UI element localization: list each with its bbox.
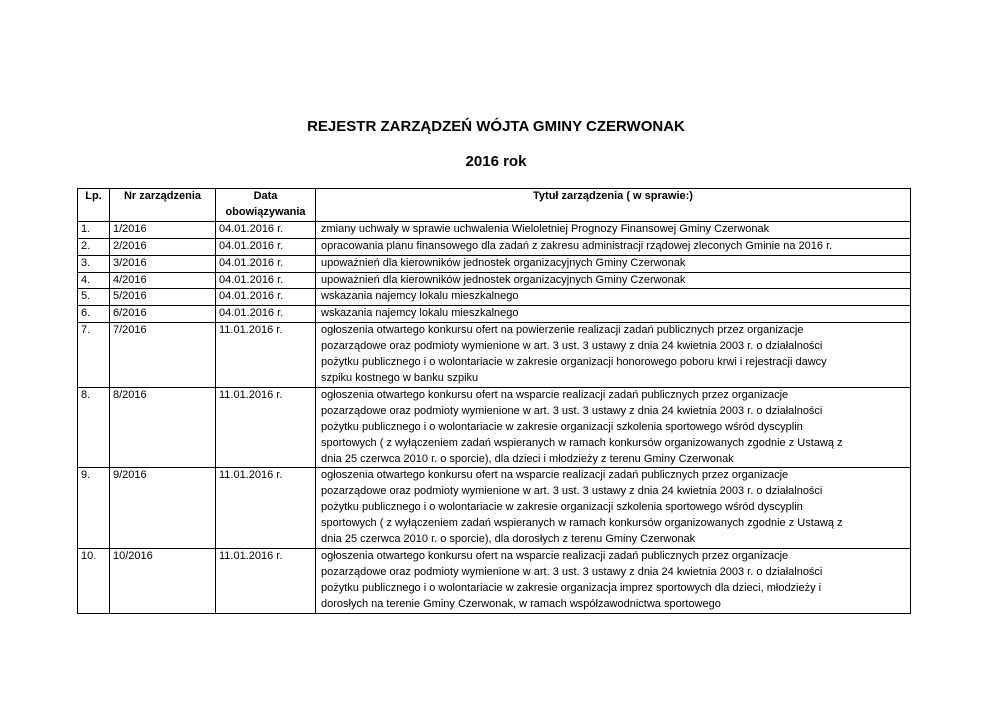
cell-nr: 10/2016 — [110, 548, 216, 613]
table-row — [78, 289, 911, 306]
cell-nr: 7/2016 — [110, 323, 216, 388]
cell-lp: 4. — [78, 272, 110, 289]
title-line: ogłoszenia otwartego konkursu ofert na wsparcie realizacji zadań publicznych przez organizacje — [321, 388, 789, 401]
table-header-row — [78, 189, 911, 222]
header-lp: Lp. — [78, 189, 110, 222]
header-title: Tytuł zarządzenia ( w sprawie:) — [316, 189, 911, 222]
title-line: pożytku publicznego i o wolontariacie w zakresie organizacji szkolenia sportowego wśród dyscyplin — [321, 501, 803, 514]
title-line: pożytku publicznego i o wolontariacie w zakresie organizacja imprez sportowych dla dzieci, młodzieży i — [321, 581, 822, 594]
cell-date: 11.01.2016 r. — [216, 323, 316, 388]
cell-lp: 5. — [78, 289, 110, 306]
title-line: szpiku kostnego w banku szpiku — [321, 371, 479, 384]
cell-title: wskazania najemcy lokalu mieszkalnego — [316, 306, 911, 323]
cell-title — [316, 387, 911, 468]
cell-date: 11.01.2016 r. — [216, 468, 316, 549]
cell-date: 04.01.2016 r. — [216, 221, 316, 238]
title-line: pożytku publicznego i o wolontariacie w zakresie organizacji szkolenia sportowego wśród dyscyplin — [321, 420, 803, 433]
cell-nr: 8/2016 — [110, 387, 216, 468]
document-title: REJESTR ZARZĄDZEŃ WÓJTA GMINY CZERWONAK — [307, 118, 685, 135]
table-row — [78, 387, 911, 468]
table-row — [78, 272, 911, 289]
title-line: ogłoszenia otwartego konkursu ofert na powierzenie realizacji zadań publicznych przez organizacje — [321, 324, 804, 337]
document-year: 2016 rok — [465, 153, 527, 170]
header-date — [216, 189, 316, 222]
cell-date: 04.01.2016 r. — [216, 272, 316, 289]
title-line: pożytku publicznego i o wolontariacie w zakresie organizacji honorowego poboru krwi i rejestracji dawcy — [321, 356, 827, 369]
cell-lp: 3. — [78, 255, 110, 272]
table-row — [78, 221, 911, 238]
cell-date: 04.01.2016 r. — [216, 306, 316, 323]
title-line: dnia 25 czerwca 2010 r. o sporcie), dla dorosłych z terenu Gminy Czerwonak — [321, 533, 696, 546]
title-line: pozarządowe oraz podmioty wymienione w art. 3 ust. 3 ustawy z dnia 24 kwietnia 2003 r. o działalności — [321, 340, 823, 353]
header-nr: Nr zarządzenia — [110, 189, 216, 222]
cell-lp: 10. — [78, 548, 110, 613]
cell-lp: 1. — [78, 221, 110, 238]
cell-title — [316, 468, 911, 549]
title-line: dorosłych na terenie Gminy Czerwonak, w ramach współzawodnictwa sportowego — [321, 597, 721, 610]
title-line: sportowych ( z wyłączeniem zadań wspieranych w ramach konkursów organizowanych zgodnie z Ustawą z — [321, 436, 843, 449]
ordinance-register-table — [77, 188, 911, 614]
cell-title — [316, 548, 911, 613]
table-row — [78, 323, 911, 388]
cell-date: 04.01.2016 r. — [216, 289, 316, 306]
cell-lp: 6. — [78, 306, 110, 323]
cell-date: 11.01.2016 r. — [216, 548, 316, 613]
cell-title: zmiany uchwały w sprawie uchwalenia Wieloletniej Prognozy Finansowej Gminy Czerwonak — [316, 221, 911, 238]
cell-nr: 5/2016 — [110, 289, 216, 306]
title-line: pozarządowe oraz podmioty wymienione w art. 3 ust. 3 ustawy z dnia 24 kwietnia 2003 r. o działalności — [321, 404, 823, 417]
table-row — [78, 548, 911, 613]
table-row — [78, 468, 911, 549]
title-line: pozarządowe oraz podmioty wymienione w art. 3 ust. 3 ustawy z dnia 24 kwietnia 2003 r. o działalności — [321, 565, 823, 578]
title-line: ogłoszenia otwartego konkursu ofert na wsparcie realizacji zadań publicznych przez organizacje — [321, 469, 789, 482]
cell-nr: 3/2016 — [110, 255, 216, 272]
table-row — [78, 238, 911, 255]
cell-lp: 9. — [78, 468, 110, 549]
title-line: sportowych ( z wyłączeniem zadań wspieranych w ramach konkursów organizowanych zgodnie z Ustawą z — [321, 517, 843, 530]
cell-title: opracowania planu finansowego dla zadań z zakresu administracji rządowej zleconych Gminie na 2016 r. — [316, 238, 911, 255]
cell-nr: 4/2016 — [110, 272, 216, 289]
cell-lp: 8. — [78, 387, 110, 468]
cell-title — [316, 323, 911, 388]
header-date-line2: obowiązywania — [225, 205, 306, 218]
cell-nr: 9/2016 — [110, 468, 216, 549]
cell-title: upoważnień dla kierowników jednostek organizacyjnych Gminy Czerwonak — [316, 255, 911, 272]
cell-date: 04.01.2016 r. — [216, 255, 316, 272]
cell-title: wskazania najemcy lokalu mieszkalnego — [316, 289, 911, 306]
cell-date: 04.01.2016 r. — [216, 238, 316, 255]
cell-nr: 6/2016 — [110, 306, 216, 323]
title-line: dnia 25 czerwca 2010 r. o sporcie), dla dzieci i młodzieży z terenu Gminy Czerwonak — [321, 452, 734, 465]
title-line: pozarządowe oraz podmioty wymienione w art. 3 ust. 3 ustawy z dnia 24 kwietnia 2003 r. o działalności — [321, 485, 823, 498]
cell-date: 11.01.2016 r. — [216, 387, 316, 468]
cell-nr: 1/2016 — [110, 221, 216, 238]
table-row — [78, 306, 911, 323]
header-date-line1: Data — [253, 190, 278, 202]
cell-title: upoważnień dla kierowników jednostek organizacyjnych Gminy Czerwonak — [316, 272, 911, 289]
cell-lp: 7. — [78, 323, 110, 388]
cell-lp: 2. — [78, 238, 110, 255]
cell-nr: 2/2016 — [110, 238, 216, 255]
title-line: ogłoszenia otwartego konkursu ofert na wsparcie realizacji zadań publicznych przez organizacje — [321, 549, 789, 562]
table-row — [78, 255, 911, 272]
